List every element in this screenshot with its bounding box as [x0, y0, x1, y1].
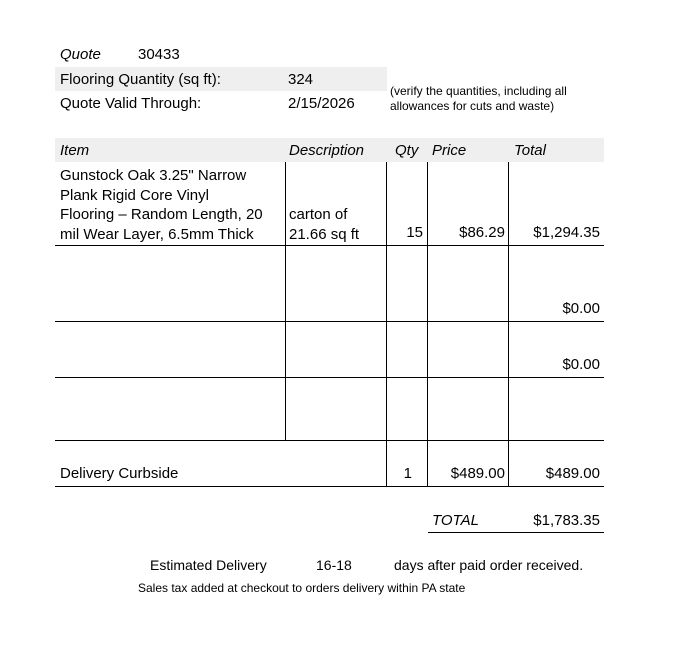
grid-hline-1: [55, 245, 604, 246]
total-label: TOTAL: [432, 512, 479, 529]
verify-note-line1: (verify the quantities, including all: [390, 84, 567, 98]
grid-hline-5: [55, 486, 604, 487]
table-row-1-total: $1,294.35: [533, 224, 600, 241]
quote-label: Quote: [60, 46, 101, 63]
item-line: mil Wear Layer, 6.5mm Thick: [60, 225, 254, 243]
header-price: Price: [432, 142, 467, 159]
header-qty: Qty: [395, 142, 419, 159]
valid-through-date: 2/15/2026: [288, 95, 355, 112]
delivery-total: $489.00: [545, 465, 600, 482]
grid-hline-total: [428, 532, 604, 533]
estimated-delivery-label: Estimated Delivery: [150, 557, 267, 573]
delivery-price: $489.00: [450, 465, 505, 482]
delivery-qty: 1: [403, 465, 412, 482]
table-row-1-price: $86.29: [459, 224, 505, 241]
description-line: 21.66 sq ft: [289, 225, 360, 243]
quote-number: 30433: [138, 46, 180, 63]
delivery-label: Delivery Curbside: [60, 465, 179, 482]
grid-vline-total: [508, 162, 509, 486]
grid-hline-4: [55, 440, 604, 441]
item-line: Plank Rigid Core Vinyl: [60, 186, 209, 204]
item-line: Flooring – Random Length, 20: [60, 206, 263, 223]
item-line: Gunstock Oak 3.25" Narrow: [60, 167, 247, 184]
total-value: $1,783.35: [533, 512, 600, 529]
header-description: Description: [289, 142, 365, 159]
verify-note-line2: allowances for cuts and waste): [390, 99, 555, 113]
table-row-1-item: [60, 166, 286, 244]
flooring-qty-value: 324: [288, 71, 314, 88]
header-total: Total: [514, 142, 546, 159]
header-item: Item: [60, 142, 90, 159]
grid-vline-price: [427, 162, 428, 486]
flooring-qty-label: Flooring Quantity (sq ft):: [60, 71, 221, 88]
grid-hline-2: [55, 321, 604, 322]
table-row-3-total: $0.00: [562, 356, 600, 373]
grid-hline-3: [55, 377, 604, 378]
estimated-delivery-suffix: days after paid order received.: [394, 557, 584, 573]
sales-tax-note: Sales tax added at checkout to orders delivery within PA state: [138, 581, 466, 595]
description-line: carton of: [289, 206, 348, 223]
valid-through-label: Quote Valid Through:: [60, 95, 202, 112]
table-row-1-description: [289, 205, 389, 244]
table-row-1-qty: 15: [406, 224, 423, 241]
estimated-delivery-days: 16-18: [316, 557, 352, 573]
table-row-2-total: $0.00: [562, 300, 600, 317]
